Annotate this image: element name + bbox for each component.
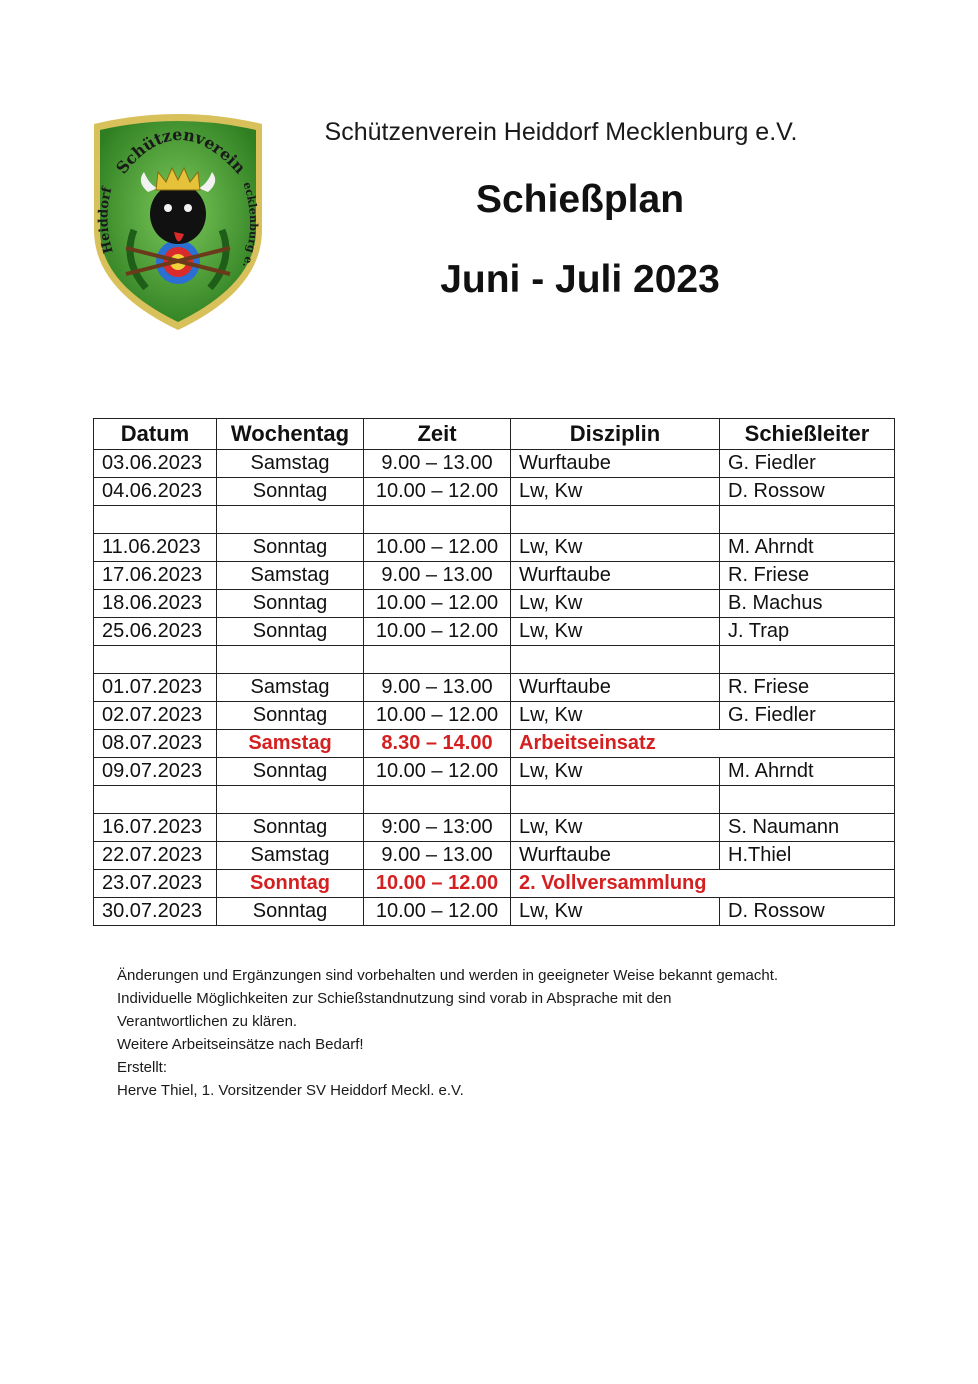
- cell-schiessleiter: M. Ahrndt: [720, 758, 895, 786]
- club-shield-emblem: [86, 110, 270, 334]
- table-row: [94, 478, 895, 506]
- table-row: [94, 534, 895, 562]
- cell-datum: 25.06.2023: [94, 618, 217, 646]
- cell-schiessleiter: R. Friese: [720, 674, 895, 702]
- cell-schiessleiter: S. Naumann: [720, 814, 895, 842]
- svg-text:Mecklenburg e.V.: ecklenburg e.: [239, 180, 261, 270]
- note-line: Änderungen und Ergänzungen sind vorbehalten und werden in geeigneter Weise bekannt gemacht.: [117, 967, 779, 984]
- cell-zeit: 10.00 – 12.00: [364, 618, 511, 646]
- cell-schiessleiter: G. Fiedler: [720, 702, 895, 730]
- cell-schiessleiter: D. Rossow: [720, 478, 895, 506]
- note-line: Erstellt:: [117, 1059, 168, 1076]
- table-header-row: [94, 419, 895, 450]
- cell-zeit: 9.00 – 13.00: [364, 450, 511, 478]
- note-line: Weitere Arbeitseinsätze nach Bedarf!: [117, 1036, 364, 1053]
- cell-wochentag: Samstag: [217, 842, 364, 870]
- cell-disziplin: Lw, Kw: [511, 898, 720, 926]
- cell-zeit: 10.00 – 12.00: [364, 898, 511, 926]
- table-row: [94, 562, 895, 590]
- cell-datum: 01.07.2023: [94, 674, 217, 702]
- cell-zeit: 9.00 – 13.00: [364, 674, 511, 702]
- cell-zeit: 9.00 – 13.00: [364, 562, 511, 590]
- cell-zeit: 9.00 – 13.00: [364, 842, 511, 870]
- cell-disziplin: Arbeitseinsatz: [511, 730, 720, 758]
- table-row: [94, 702, 895, 730]
- cell-disziplin: Wurftaube: [511, 842, 720, 870]
- header-datum: Datum: [94, 419, 217, 450]
- shooting-schedule-table: [93, 418, 895, 926]
- cell-datum: 04.06.2023: [94, 478, 217, 506]
- cell-schiessleiter: R. Friese: [720, 562, 895, 590]
- note-line: Verantwortlichen zu klären.: [117, 1013, 298, 1030]
- note-line: Herve Thiel, 1. Vorsitzender SV Heiddorf Meckl. e.V.: [117, 1082, 464, 1099]
- cell-zeit: 10.00 – 12.00: [364, 478, 511, 506]
- cell-schiessleiter: G. Fiedler: [720, 450, 895, 478]
- cell-wochentag: Samstag: [217, 730, 364, 758]
- cell-datum: 03.06.2023: [94, 450, 217, 478]
- cell-disziplin: Wurftaube: [511, 674, 720, 702]
- cell-wochentag: Samstag: [217, 562, 364, 590]
- cell-wochentag: Sonntag: [217, 534, 364, 562]
- cell-disziplin: Wurftaube: [511, 450, 720, 478]
- table-row: [94, 450, 895, 478]
- cell-disziplin: Lw, Kw: [511, 618, 720, 646]
- cell-schiessleiter: D. Rossow: [720, 898, 895, 926]
- table-row: [94, 758, 895, 786]
- table-row: [94, 590, 895, 618]
- cell-wochentag: Sonntag: [217, 898, 364, 926]
- cell-zeit: 10.00 – 12.00: [364, 534, 511, 562]
- table-row-highlighted: [94, 730, 895, 758]
- cell-wochentag: Sonntag: [217, 870, 364, 898]
- cell-datum: 23.07.2023: [94, 870, 217, 898]
- note-line: Individuelle Möglichkeiten zur Schießstandnutzung sind vorab in Absprache mit den: [117, 990, 672, 1007]
- cell-wochentag: Sonntag: [217, 758, 364, 786]
- cell-disziplin: Lw, Kw: [511, 590, 720, 618]
- table-row-highlighted: [94, 870, 895, 898]
- cell-disziplin: Lw, Kw: [511, 814, 720, 842]
- cell-schiessleiter: M. Ahrndt: [720, 534, 895, 562]
- cell-datum: 16.07.2023: [94, 814, 217, 842]
- cell-datum: 09.07.2023: [94, 758, 217, 786]
- cell-wochentag: Sonntag: [217, 814, 364, 842]
- table-row: [94, 898, 895, 926]
- cell-datum: 11.06.2023: [94, 534, 217, 562]
- cell-zeit: 9:00 – 13:00: [364, 814, 511, 842]
- cell-schiessleiter: H.Thiel: [720, 842, 895, 870]
- cell-disziplin: Wurftaube: [511, 562, 720, 590]
- club-name: Schützenverein Heiddorf Mecklenburg e.V.: [324, 118, 798, 146]
- header-zeit: Zeit: [364, 419, 511, 450]
- header-wochentag: Wochentag: [217, 419, 364, 450]
- cell-datum: 22.07.2023: [94, 842, 217, 870]
- cell-disziplin: Lw, Kw: [511, 534, 720, 562]
- cell-datum: 02.07.2023: [94, 702, 217, 730]
- cell-zeit: 10.00 – 12.00: [364, 702, 511, 730]
- cell-schiessleiter: [720, 870, 895, 898]
- cell-schiessleiter: J. Trap: [720, 618, 895, 646]
- cell-disziplin: Lw, Kw: [511, 702, 720, 730]
- cell-disziplin: Lw, Kw: [511, 758, 720, 786]
- cell-datum: 18.06.2023: [94, 590, 217, 618]
- cell-datum: 30.07.2023: [94, 898, 217, 926]
- cell-zeit: 8.30 – 14.00: [364, 730, 511, 758]
- table-spacer-row: [94, 786, 895, 814]
- cell-disziplin: Lw, Kw: [511, 478, 720, 506]
- cell-schiessleiter: B. Machus: [720, 590, 895, 618]
- header-schiessleiter: Schießleiter: [720, 419, 895, 450]
- svg-text:Heiddorf: Heiddorf: [96, 185, 117, 255]
- table-row: [94, 674, 895, 702]
- cell-wochentag: Sonntag: [217, 702, 364, 730]
- club-logo: [86, 110, 270, 334]
- table-spacer-row: [94, 506, 895, 534]
- cell-wochentag: Sonntag: [217, 618, 364, 646]
- cell-zeit: 10.00 – 12.00: [364, 590, 511, 618]
- cell-datum: 08.07.2023: [94, 730, 217, 758]
- table-row: [94, 618, 895, 646]
- cell-wochentag: Samstag: [217, 450, 364, 478]
- cell-datum: 17.06.2023: [94, 562, 217, 590]
- cell-disziplin: 2. Vollversammlung: [511, 870, 720, 898]
- cell-wochentag: Sonntag: [217, 590, 364, 618]
- svg-text:Schützenverein: Schützenverein: [112, 124, 250, 178]
- cell-zeit: 10.00 – 12.00: [364, 758, 511, 786]
- cell-wochentag: Sonntag: [217, 478, 364, 506]
- table-row: [94, 842, 895, 870]
- page-title: Schießplan: [475, 178, 685, 221]
- cell-zeit: 10.00 – 12.00: [364, 870, 511, 898]
- cell-wochentag: Samstag: [217, 674, 364, 702]
- cell-schiessleiter: [720, 730, 895, 758]
- header-disziplin: Disziplin: [511, 419, 720, 450]
- table-row: [94, 814, 895, 842]
- table-spacer-row: [94, 646, 895, 674]
- footnotes: [117, 964, 877, 1102]
- page-subtitle: Juni - Juli 2023: [440, 258, 720, 301]
